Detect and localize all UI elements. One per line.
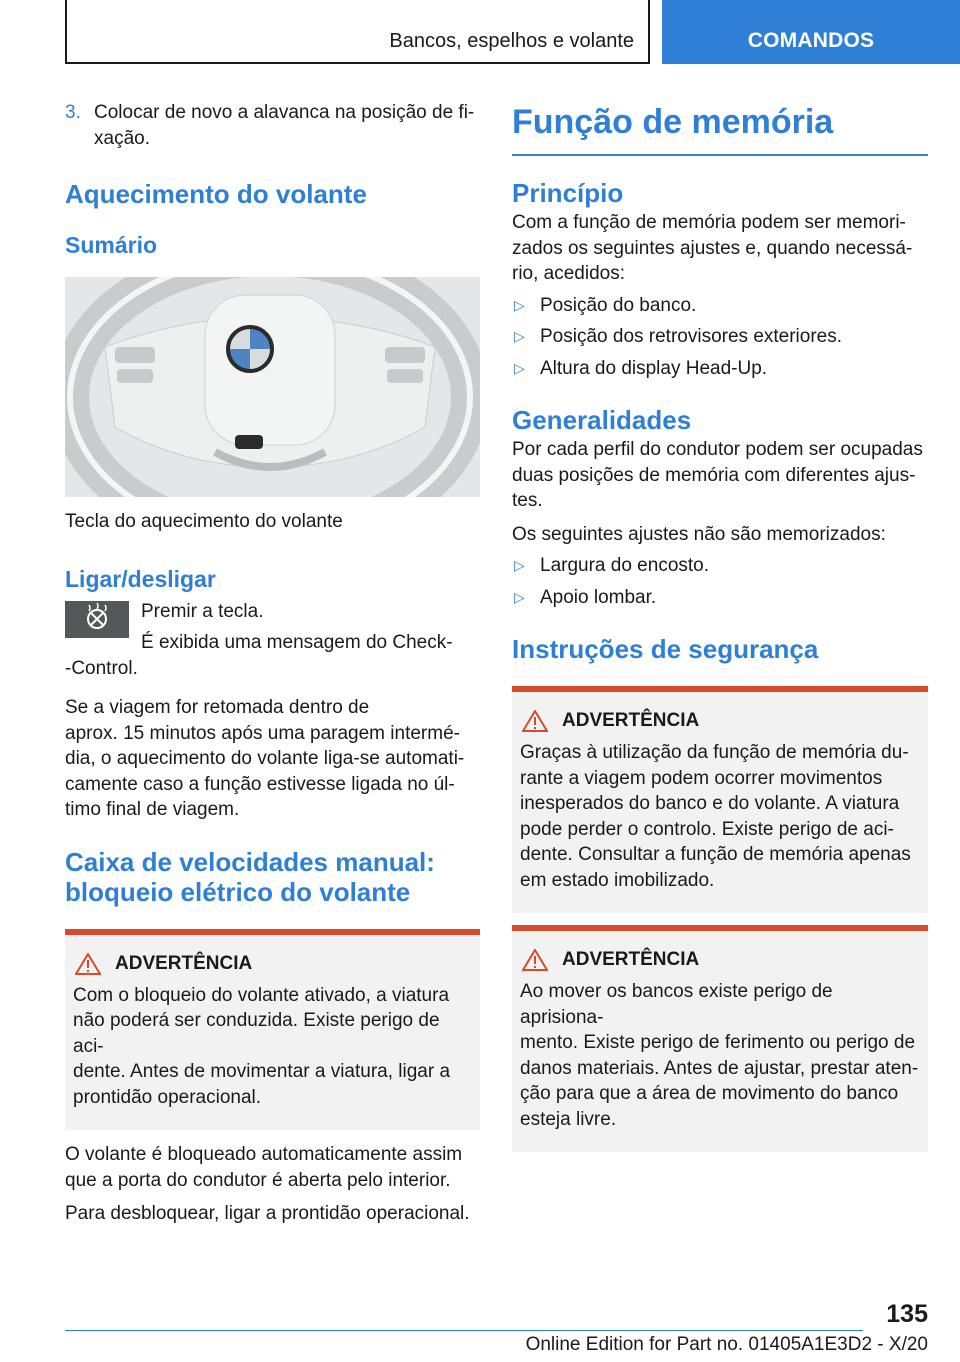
on-off-instruction: Premir a tecla. — [141, 600, 264, 622]
resume-paragraph: Se a viagem for retomada dentro de aprox. 15 minutos após uma paragem intermé- dia, o aquecimento do volante liga-se automati- camente caso a função estivesse ligada no úl- timo final de viagem. — [65, 697, 465, 820]
on-off-message: É exibida uma mensagem do Check- -Control. — [65, 632, 453, 679]
bullet-triangle-icon: ▷ — [514, 557, 525, 573]
warning-box-seats — [512, 925, 928, 1152]
step-text: Colocar de novo a alavanca na posição de fi- xação. — [94, 102, 475, 149]
photo-caption: Tecla do aquecimento do volante — [65, 511, 343, 532]
steering-wheel-illustration — [65, 277, 480, 497]
page-number: 135 — [886, 1300, 928, 1328]
footer-rule — [65, 1330, 863, 1331]
step-item — [65, 100, 480, 151]
warning-triangle-icon — [522, 710, 548, 732]
header-chapter-label: COMANDOS — [747, 29, 875, 52]
bullet-triangle-icon: ▷ — [514, 359, 525, 376]
subheading-on-off: Ligar/desligar — [65, 565, 216, 592]
header-section-title: Bancos, espelhos e volante — [389, 30, 634, 52]
warning-title: ADVERTÊNCIA — [115, 952, 253, 974]
subheading-summary: Sumário — [65, 232, 158, 258]
left-column — [65, 100, 480, 1227]
principle-paragraph: Com a função de memória podem ser memori- zados os seguintes ajustes e, quando necessá- rio, acedidos: — [512, 212, 913, 284]
warning-title: ADVERTÊNCIA — [562, 949, 700, 970]
steering-heat-key-icon — [65, 601, 129, 638]
unlock-paragraph: Para desbloquear, ligar a prontidão operacional. — [65, 1203, 470, 1224]
heading-wheel-heating: Aquecimento do volante — [65, 179, 367, 209]
heading-safety: Instruções de segurança — [512, 634, 819, 664]
warning-box-memory — [512, 686, 928, 913]
header-chapter-tab[interactable] — [662, 0, 960, 64]
page-header — [0, 0, 960, 66]
warning-text: Ao mover os bancos existe perigo de aprisiona- mento. Existe perigo de ferimento ou perigo de danos materiais. Antes de ajustar, prestar aten- ção para que a área de movimento do banco esteja livre. — [520, 981, 919, 1130]
list-item: ▷ Altura do display Head-Up. — [512, 356, 928, 382]
on-off-block — [65, 599, 480, 682]
right-column — [512, 100, 928, 1152]
warning-text: Graças à utilização da função de memória du- rante a viagem podem ocorrer movimentos inesperados do banco e do volante. A viatura pode perder o controlo. Existe perigo de aci- dente. Consultar a função de memória apenas em estado imobilizado. — [520, 742, 911, 891]
header-section-box — [65, 0, 650, 64]
heading-steering-lock: Caixa de velocidades manual: bloqueio elétrico do volante — [65, 846, 435, 907]
warning-title-row — [520, 710, 920, 732]
bullet-triangle-icon: ▷ — [514, 328, 525, 344]
main-heading: Função de memória — [512, 103, 834, 141]
general-paragraph-2: Os seguintes ajustes não são memorizados: — [512, 523, 886, 545]
principle-list — [512, 293, 928, 382]
list-item: ▷ Posição do banco. — [512, 293, 928, 319]
steering-wheel-photo — [65, 277, 480, 497]
footer-edition[interactable]: Online Edition for Part no. 01405A1E3D2 - X/20 — [525, 1334, 928, 1355]
general-list — [512, 553, 928, 610]
warning-triangle-icon — [522, 949, 548, 971]
general-paragraph: Por cada perfil do condutor podem ser ocupadas duas posições de memória com diferentes ajus- tes. — [512, 439, 923, 511]
list-item: ▷ Posição dos retrovisores exteriores. — [512, 324, 928, 350]
step-number: 3. — [65, 102, 81, 123]
warning-box-lock — [65, 929, 480, 1131]
list-item: ▷ Apoio lombar. — [512, 585, 928, 611]
warning-title-row — [520, 949, 920, 971]
heading-principle: Princípio — [512, 178, 624, 208]
warning-text: Com o bloqueio do volante ativado, a viatura não poderá ser conduzida. Existe perigo de aci- dente. Antes de movimentar a viatura, ligar a prontidão operacional. — [73, 984, 451, 1108]
list-item: ▷ Largura do encosto. — [512, 553, 928, 579]
locked-paragraph: O volante é bloqueado automaticamente assim que a porta do condutor é aberta pelo interior. — [65, 1144, 463, 1191]
warning-triangle-icon — [75, 953, 101, 975]
warning-title: ADVERTÊNCIA — [562, 710, 700, 731]
heading-general: Generalidades — [512, 405, 692, 435]
heading-rule — [512, 154, 928, 156]
bullet-triangle-icon: ▷ — [514, 296, 525, 313]
bullet-triangle-icon: ▷ — [514, 588, 525, 605]
warning-title-row — [73, 953, 472, 975]
